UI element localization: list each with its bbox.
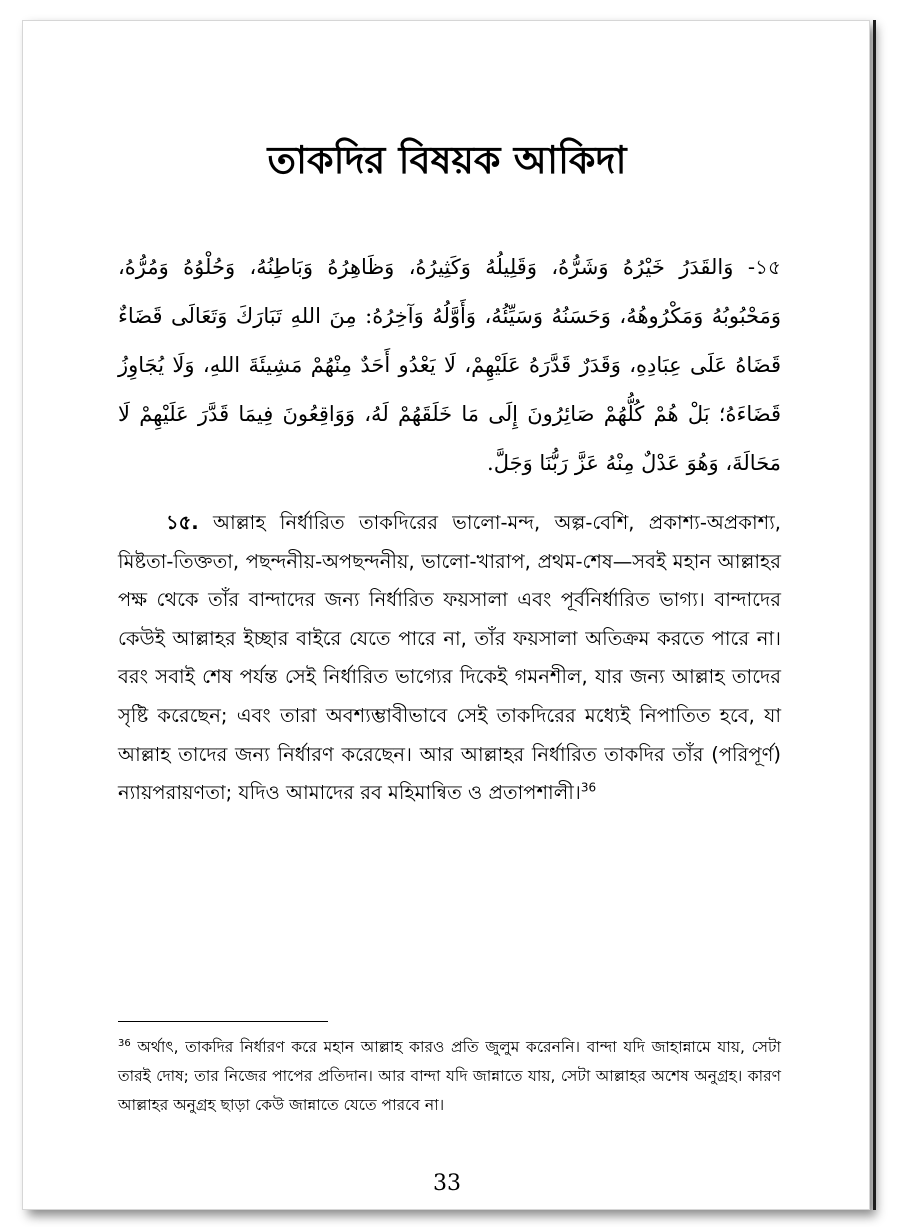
page-number: 33	[433, 1171, 461, 1196]
bengali-translation-paragraph	[118, 504, 781, 813]
page-edge-border	[873, 20, 876, 1210]
bengali-text: আল্লাহ নির্ধারিত তাকদিরের ভালো-মন্দ, অল্প-বেশি, প্রকাশ্য-অপ্রকাশ্য, মিষ্টতা-তিক্ততা, পছন্দনীয়-অপছন্দনীয়, ভালো-খারাপ, প্রথম-শেষ—সবই মহান আল্লাহর পক্ষ থেকে তাঁর বান্দাদের জন্য নির্ধারিত ফয়সালা এবং পূর্বনির্ধারিত ভাগ্য। বান্দাদের কেউই আল্লাহর ইচ্ছার বাইরে যেতে পারে না, তাঁর ফয়সালা অতিক্রম করতে পারে না। বরং সবাই শেষ পর্যন্ত সেই নির্ধারিত ভাগ্যের দিকেই গমনশীল, যার জন্য আল্লাহ তাদের সৃষ্টি করেছেন; এবং তারা অবশ্যম্ভাবীভাবে সেই তাকদিরের মধ্যেই নিপাতিত হবে, যা আল্লাহ তাদের জন্য নির্ধারণ করেছেন। আর আল্লাহর নির্ধারিত তাকদির তাঁর (পরিপূর্ণ) ন্যায়পরায়ণতা; যদিও আমাদের রব মহিমান্বিত ও প্রতাপশালী।	[118, 511, 781, 805]
footnote-reference: 36	[580, 780, 597, 795]
arabic-text-paragraph	[118, 243, 781, 488]
bengali-paragraph-number: ১৫.	[166, 511, 199, 534]
arabic-paragraph-number: ১৫-	[747, 255, 781, 279]
footnote-marker: 36	[118, 1037, 131, 1049]
footnote	[118, 1033, 781, 1120]
book-page	[22, 20, 870, 1210]
chapter-title: তাকদির বিষয়ক আকিদা	[267, 138, 627, 182]
arabic-text: وَالقَدَرُ خَيْرُهُ وَشَرُّهُ، وَقَلِيلُهُ وَكَثِيرُهُ، وَظَاهِرُهُ وَبَاطِنُهُ، وَحُلْوُهُ وَمُرُّهُ، وَمَحْبُوبُهُ وَمَكْرُوهُهُ، وَحَسَنُهُ وَسَيِّئُهُ، وَأَوَّلُهُ وَآخِرُهُ: مِنَ اللهِ تَبَارَكَ وَتَعَالَى قَضَاءٌ قَضَاهُ عَلَى عِبَادِهِ، وَقَدَرٌ قَدَّرَهُ عَلَيْهِمْ، لَا يَعْدُو أَحَدٌ مِنْهُمْ مَشِيئَةَ اللهِ، وَلَا يُجَاوِزُ قَضَاءَهُ؛ بَلْ هُمْ كُلُّهُمْ صَائِرُونَ إِلَى مَا خَلَقَهُمْ لَهُ، وَوَاقِعُونَ فِيمَا قَدَّرَ عَلَيْهِمْ لَا مَحَالَةَ، وَهُوَ عَدْلٌ مِنْهُ عَزَّ رَبُّنَا وَجَلَّ.	[118, 255, 781, 475]
footnote-divider	[118, 1021, 328, 1022]
footnote-text: অর্থাৎ, তাকদির নির্ধারণ করে মহান আল্লাহ কারও প্রতি জুলুম করেননি। বান্দা যদি জাহান্নামে যায়, সেটা তারই দোষ; তার নিজের পাপের প্রতিদান। আর বান্দা যদি জান্নাতে যায়, সেটা আল্লাহর অশেষ অনুগ্রহ। কারণ আল্লাহর অনুগ্রহ ছাড়া কেউ জান্নাতে যেতে পারবে না।	[118, 1038, 781, 1114]
